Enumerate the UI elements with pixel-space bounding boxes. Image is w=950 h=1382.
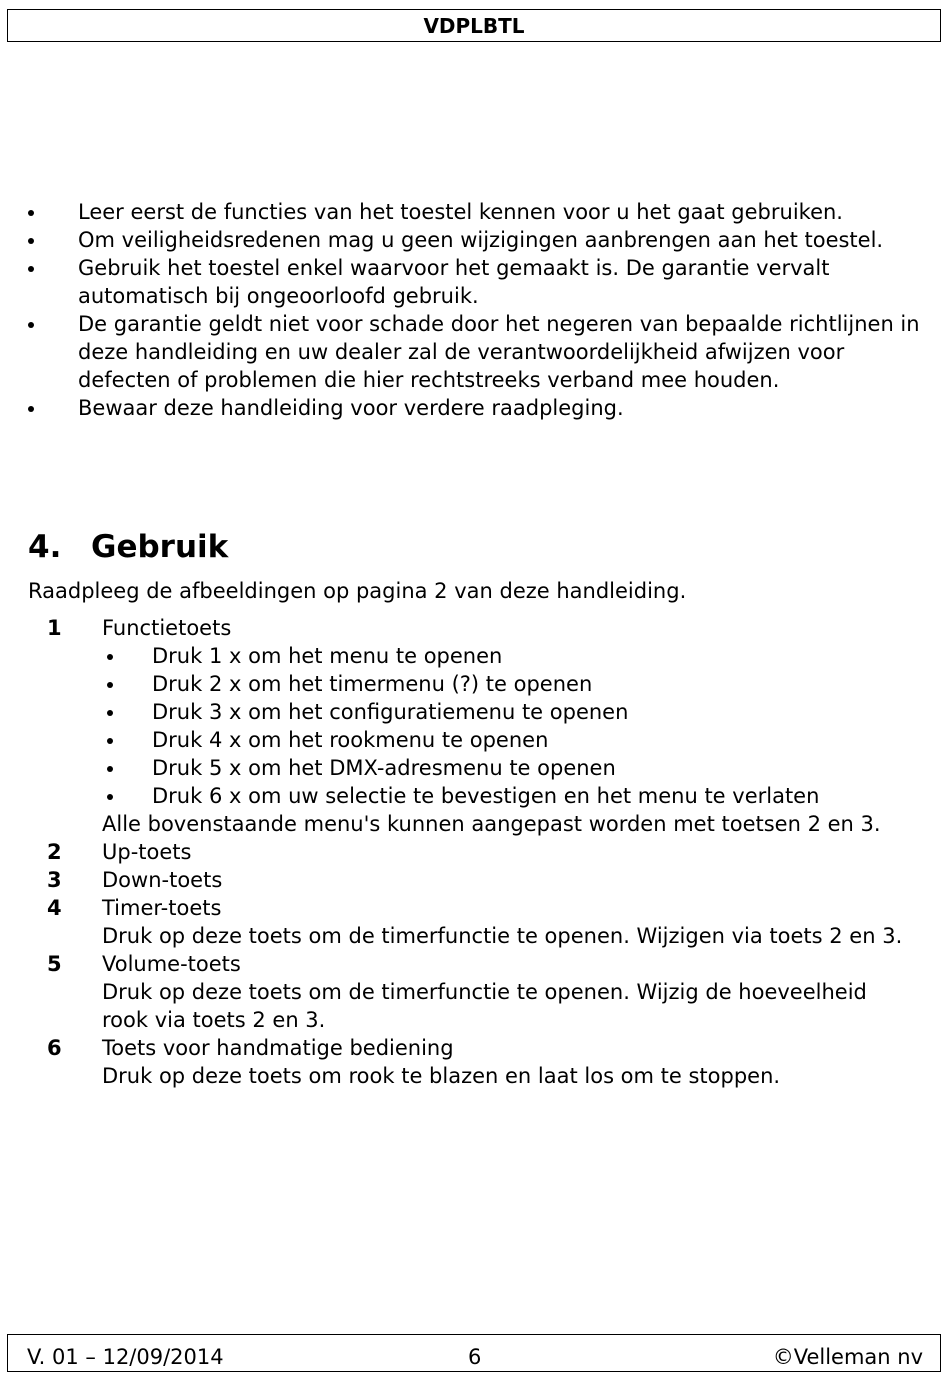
sub-bullet-list	[102, 642, 907, 810]
item-number: 1	[47, 616, 62, 640]
item-number: 3	[47, 868, 62, 892]
bullet-text: Leer eerst de functies van het toestel kennen voor u het gaat gebruiken.	[78, 200, 843, 224]
list-item	[102, 782, 907, 810]
list-item	[28, 198, 928, 226]
section-number: 4.	[28, 529, 62, 565]
control-item-6	[47, 1034, 907, 1090]
footer-page-number: 6	[468, 1345, 482, 1369]
bullet-text: Druk 4 x om het rookmenu te openen	[152, 728, 549, 752]
list-item	[102, 726, 907, 754]
bullet-icon	[107, 710, 113, 716]
control-item-5	[47, 950, 907, 1034]
bullet-text: Druk 1 x om het menu te openen	[152, 644, 503, 668]
control-item-4	[47, 894, 907, 950]
bullet-text: Druk 6 x om uw selectie te bevestigen en het menu te verlaten	[152, 784, 820, 808]
list-item	[28, 226, 928, 254]
control-item-1	[47, 614, 907, 838]
item-title: Functietoets	[102, 616, 232, 640]
footer-copyright: ©Velleman nv	[772, 1345, 923, 1369]
item-number: 5	[47, 952, 62, 976]
bullet-icon	[28, 238, 34, 244]
item-title: Toets voor handmatige bediening	[102, 1036, 454, 1060]
bullet-icon	[28, 322, 34, 328]
bullet-text: Gebruik het toestel enkel waarvoor het gemaakt is. De garantie vervalt automatisch bij ongeoorloofd gebruik.	[78, 256, 830, 308]
section-intro: Raadpleeg de afbeeldingen op pagina 2 van deze handleiding.	[28, 579, 687, 603]
list-item	[28, 310, 928, 394]
bullet-text: De garantie geldt niet voor schade door het negeren van bepaalde richtlijnen in deze handleiding en uw dealer zal de verantwoordelijkheid afwijzen voor defecten of problemen die hier rechtstreeks verband mee houden.	[78, 312, 920, 392]
bullet-text: Druk 2 x om het timermenu (?) te openen	[152, 672, 593, 696]
bullet-icon	[107, 794, 113, 800]
item-description: Druk op deze toets om de timerfunctie te openen. Wijzigen via toets 2 en 3.	[102, 924, 903, 948]
bullet-icon	[107, 654, 113, 660]
control-list	[47, 614, 907, 1090]
item-description: Druk op deze toets om de timerfunctie te openen. Wijzig de hoeveelheid rook via toets 2 en 3.	[102, 980, 867, 1032]
item-number: 2	[47, 840, 62, 864]
item-description: Druk op deze toets om rook te blazen en laat los om te stoppen.	[102, 1064, 781, 1088]
page-footer	[7, 1334, 941, 1372]
page-header	[7, 9, 941, 42]
list-item	[102, 642, 907, 670]
list-item	[102, 670, 907, 698]
bullet-icon	[28, 406, 34, 412]
bullet-icon	[107, 682, 113, 688]
item-title: Timer-toets	[102, 896, 222, 920]
control-item-3	[47, 866, 907, 894]
item-number: 4	[47, 896, 62, 920]
safety-bullet-list	[28, 198, 928, 422]
bullet-text: Bewaar deze handleiding voor verdere raadpleging.	[78, 396, 624, 420]
list-item	[28, 394, 928, 422]
bullet-icon	[28, 210, 34, 216]
item-description: Alle bovenstaande menu's kunnen aangepast worden met toetsen 2 en 3.	[102, 812, 881, 836]
list-item	[28, 254, 928, 310]
section-heading	[28, 525, 228, 569]
footer-version: V. 01 – 12/09/2014	[27, 1345, 224, 1369]
bullet-text: Druk 5 x om het DMX-adresmenu te openen	[152, 756, 616, 780]
section-title: Gebruik	[91, 529, 229, 565]
item-title: Down-toets	[102, 868, 223, 892]
bullet-icon	[107, 738, 113, 744]
bullet-icon	[28, 266, 34, 272]
header-title: VDPLBTL	[423, 14, 525, 38]
item-number: 6	[47, 1036, 62, 1060]
bullet-text: Om veiligheidsredenen mag u geen wijzigingen aanbrengen aan het toestel.	[78, 228, 884, 252]
item-title: Up-toets	[102, 840, 192, 864]
bullet-icon	[107, 766, 113, 772]
item-title: Volume-toets	[102, 952, 241, 976]
bullet-text: Druk 3 x om het configuratiemenu te openen	[152, 700, 629, 724]
list-item	[102, 698, 907, 726]
list-item	[102, 754, 907, 782]
control-item-2	[47, 838, 907, 866]
